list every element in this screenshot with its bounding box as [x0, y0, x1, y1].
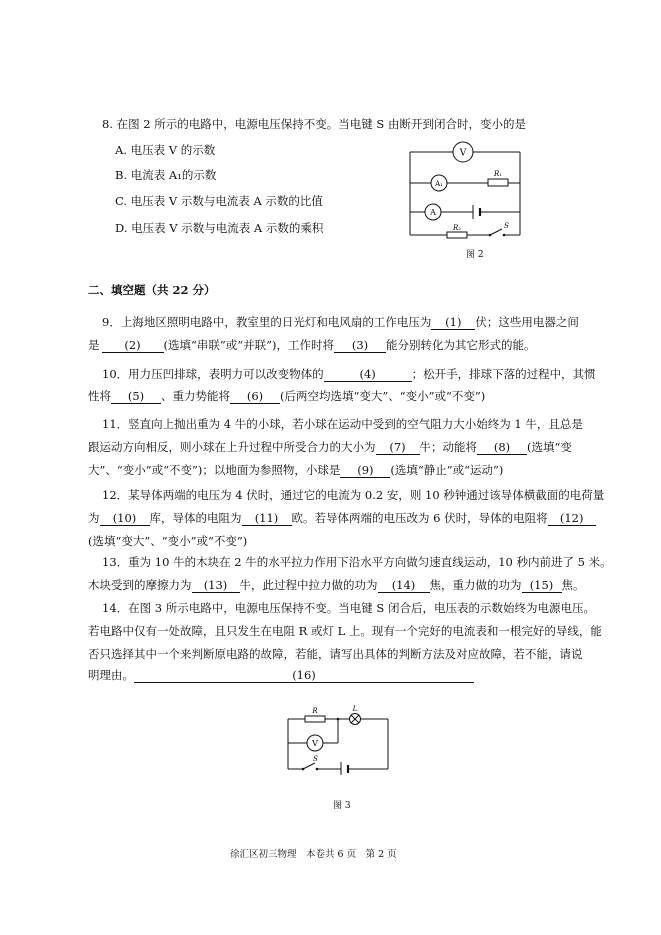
page-footer: 徐汇区初三物理 本卷共 6 页 第 2 页: [230, 849, 397, 860]
q13-line-1: 13．重为 10 牛的木块在 2 牛的水平拉力作用下沿水平方向做匀速直线运动，10 秒内前进了 5 米。: [102, 555, 612, 569]
q8-option-c: C. 电压表 V 示数与电流表 A 示数的比值: [115, 194, 323, 208]
label-l-fig3: L: [352, 705, 358, 713]
q10-line-1: 10．用力压凹排球，表明力可以改变物体的 (4) ；松开手，排球下落的过程中，其惯: [102, 367, 596, 381]
blank-3[interactable]: (3): [334, 339, 386, 353]
blank-8[interactable]: (8): [477, 441, 527, 455]
blank-2[interactable]: (2): [102, 339, 164, 353]
blank-10[interactable]: (10): [100, 512, 150, 526]
figure-3-caption: 图 3: [333, 801, 351, 811]
section-2-title: 二、填空题（共 22 分）: [88, 283, 216, 297]
blank-13[interactable]: (13): [192, 579, 240, 593]
blank-12[interactable]: (12): [548, 512, 596, 526]
q12-line-3: (选填“变大”、“变小”或“不变”): [88, 534, 248, 548]
figure-2-circuit: [405, 140, 530, 245]
blank-15[interactable]: (15): [522, 579, 562, 593]
q14-line-1: 14．在图 3 所示电路中，电源电压保持不变。当电键 S 闭合后，电压表的示数始终为电源电压。: [102, 601, 595, 615]
label-v: V: [459, 148, 467, 159]
q12-line-2: 为 (10) 库，导体的电阻为 (11) 欧。若导体两端的电压改为 6 伏时，导体的电阻将 (12): [88, 511, 596, 526]
label-v-fig3: V: [312, 739, 318, 748]
q11-line-3: 大”、“变小”或“不变”)；以地面为参照物，小球是 (9) (选填“静止”或“运动”): [88, 463, 504, 477]
q12-line-1: 12．某导体两端的电压为 4 伏时，通过它的电流为 0.2 安，则 10 秒钟通过该导体横截面的电荷量: [102, 488, 605, 502]
label-a1: A₁: [435, 180, 443, 188]
blank-5[interactable]: (5): [111, 390, 161, 404]
q14-line-2: 若电路中仅有一处故障，且只发生在电阻 R 或灯 L 上。现有一个完好的电流表和一根完好的导线，能: [88, 624, 602, 638]
blank-4[interactable]: (4): [324, 368, 412, 382]
blank-14[interactable]: (14): [378, 579, 430, 593]
label-r1: R₁: [493, 170, 503, 178]
q11-line-1: 11．竖直向上抛出重为 4 牛的小球，若小球在运动中受到的空气阻力大小始终为 1 牛，且总是: [102, 417, 583, 431]
label-s-fig3: S: [313, 755, 318, 763]
figure-3-circuit: [283, 705, 393, 775]
blank-7[interactable]: (7): [376, 441, 420, 455]
q10-line-2: 性将 (5) 、重力势能将 (6) (后两空均选填“变大”、“变小”或“不变”): [88, 389, 486, 403]
q14-line-3: 否只选择其中一个来判断原电路的故障，若能，请写出具体的判断方法及对应故障，若不能，请说: [88, 647, 583, 661]
figure-2-caption: 图 2: [466, 250, 484, 260]
label-a: A: [430, 208, 436, 217]
q13-line-2: 木块受到的摩擦力为 (13) 牛，此过程中拉力做的功为 (14) 焦，重力做的功为 (15) 焦。: [88, 578, 585, 592]
label-r-fig3: R: [312, 707, 318, 715]
q11-line-2: 跟运动方向相反，则小球在上升过程中所受合力的大小为 (7) 牛；动能将 (8) (选填“变: [88, 440, 572, 454]
q8-stem: 8. 在图 2 所示的电路中，电源电压保持不变。当电键 S 由断开到闭合时，变小的是: [102, 117, 526, 131]
blank-16[interactable]: (16): [134, 669, 474, 683]
blank-9[interactable]: (9): [340, 464, 390, 478]
label-s: S: [504, 222, 509, 230]
label-r2: R₂: [452, 224, 462, 232]
q9-line-2: 是 (2) (选填“串联”或“并联”)，工作时将 (3) 能分别转化为其它形式的能。: [88, 338, 536, 352]
q14-line-4: 明理由。 (16): [88, 668, 474, 683]
blank-11[interactable]: (11): [242, 512, 292, 526]
q8-option-b: B. 电流表 A₁的示数: [115, 168, 217, 182]
q8-option-a: A. 电压表 V 的示数: [115, 143, 216, 157]
q8-option-d: D. 电压表 V 示数与电流表 A 示数的乘积: [115, 221, 324, 235]
blank-6[interactable]: (6): [230, 390, 280, 404]
q9-line-1: 9．上海地区照明电路中，教室里的日光灯和电风扇的工作电压为 (1) 伏；这些用电器之间: [102, 315, 579, 329]
blank-1[interactable]: (1): [431, 316, 475, 330]
